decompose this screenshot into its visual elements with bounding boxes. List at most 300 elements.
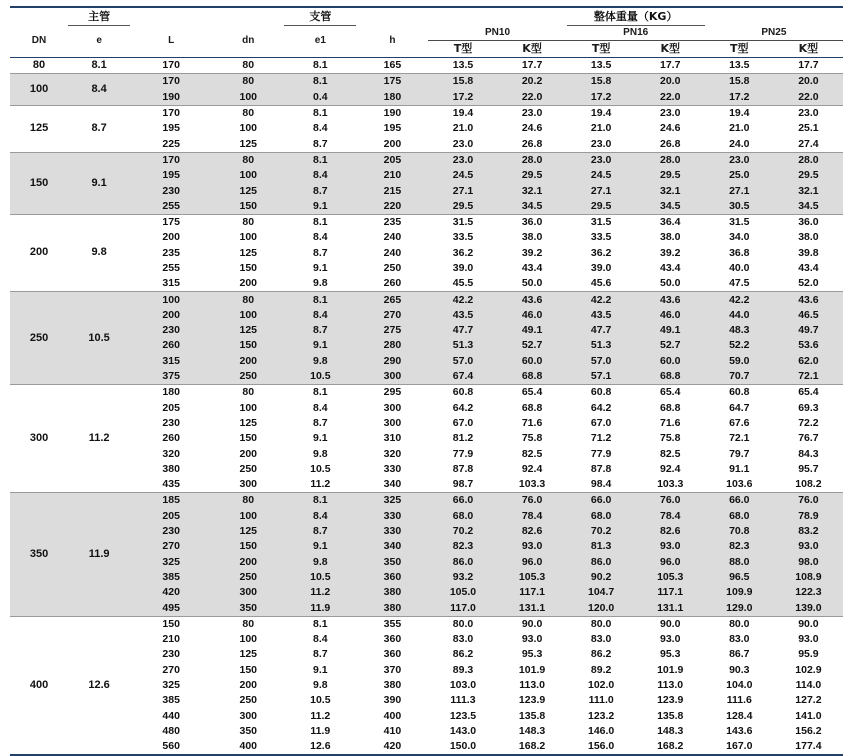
cell-pn25-t: 83.0 (705, 632, 774, 647)
cell-dn: 80 (10, 58, 68, 74)
cell-pn16-t: 33.5 (567, 230, 636, 245)
table-row (10, 230, 843, 245)
cell-pn10-t: 93.2 (428, 570, 497, 585)
header-spacer-w6 (774, 7, 843, 26)
cell-pn10-t: 19.4 (428, 105, 497, 121)
cell-e1: 8.4 (284, 121, 356, 136)
header-col-l: L (130, 26, 212, 58)
cell-h: 190 (356, 105, 428, 121)
cell-pn10-k: 113.0 (498, 678, 567, 693)
cell-e1: 8.4 (284, 632, 356, 647)
cell-pn25-k: 156.2 (774, 724, 843, 739)
cell-pn10-k: 36.0 (498, 214, 567, 230)
cell-L: 235 (130, 246, 212, 261)
cell-e1: 9.8 (284, 678, 356, 693)
cell-pn16-t: 17.2 (567, 90, 636, 105)
cell-pn10-k: 82.5 (498, 446, 567, 461)
cell-dn: 125 (212, 647, 284, 662)
cell-dn: 200 (212, 276, 284, 291)
cell-pn16-t: 13.5 (567, 58, 636, 74)
table-row (10, 385, 843, 401)
cell-pn25-k: 20.0 (774, 74, 843, 90)
cell-pn25-t: 34.0 (705, 230, 774, 245)
header-group-weight: 整体重量（KG） (567, 7, 705, 26)
cell-pn16-t: 156.0 (567, 739, 636, 754)
cell-pn16-t: 31.5 (567, 214, 636, 230)
cell-pn25-k: 36.0 (774, 214, 843, 230)
cell-h: 300 (356, 416, 428, 431)
table-row (10, 585, 843, 600)
cell-pn10-k: 117.1 (498, 585, 567, 600)
cell-e1: 11.2 (284, 708, 356, 723)
cell-h: 380 (356, 600, 428, 615)
cell-h: 380 (356, 678, 428, 693)
cell-e1: 8.4 (284, 509, 356, 524)
cell-pn10-k: 26.8 (498, 136, 567, 151)
header-pn16: PN16 (567, 26, 705, 41)
cell-pn10-k: 34.5 (498, 199, 567, 214)
cell-L: 560 (130, 739, 212, 754)
cell-pn10-k: 95.3 (498, 647, 567, 662)
cell-pn25-t: 70.7 (705, 369, 774, 384)
cell-pn10-t: 70.2 (428, 524, 497, 539)
table-row (10, 693, 843, 708)
cell-pn25-k: 139.0 (774, 600, 843, 615)
cell-h: 180 (356, 90, 428, 105)
cell-dn: 100 (212, 90, 284, 105)
cell-L: 230 (130, 647, 212, 662)
cell-pn25-t: 66.0 (705, 493, 774, 509)
cell-pn10-k: 135.8 (498, 708, 567, 723)
header-spacer-h (356, 7, 428, 26)
table-row (10, 570, 843, 585)
cell-L: 170 (130, 105, 212, 121)
cell-pn10-t: 150.0 (428, 739, 497, 754)
header-pressure-row (10, 26, 843, 41)
cell-dn: 100 (10, 74, 68, 105)
cell-pn16-k: 29.5 (636, 168, 705, 183)
cell-pn25-t: 79.7 (705, 446, 774, 461)
cell-pn16-k: 135.8 (636, 708, 705, 723)
cell-e1: 12.6 (284, 739, 356, 754)
cell-e: 9.1 (68, 152, 130, 214)
cell-pn25-k: 65.4 (774, 385, 843, 401)
cell-e1: 10.5 (284, 570, 356, 585)
cell-pn10-k: 131.1 (498, 600, 567, 615)
cell-L: 180 (130, 385, 212, 401)
cell-L: 200 (130, 308, 212, 323)
cell-e: 11.2 (68, 385, 130, 493)
table-row (10, 90, 843, 105)
header-spacer-w2 (498, 7, 567, 26)
cell-pn16-k: 95.3 (636, 647, 705, 662)
cell-dn: 80 (212, 385, 284, 401)
table-row (10, 632, 843, 647)
cell-e1: 8.1 (284, 214, 356, 230)
cell-e1: 8.4 (284, 230, 356, 245)
cell-e1: 10.5 (284, 693, 356, 708)
cell-pn16-k: 36.4 (636, 214, 705, 230)
cell-pn25-t: 103.6 (705, 477, 774, 492)
cell-pn25-k: 76.0 (774, 493, 843, 509)
cell-pn16-t: 29.5 (567, 199, 636, 214)
cell-pn25-k: 22.0 (774, 90, 843, 105)
cell-pn25-k: 93.0 (774, 539, 843, 554)
cell-pn10-t: 17.2 (428, 90, 497, 105)
cell-pn25-t: 52.2 (705, 338, 774, 353)
cell-e1: 11.2 (284, 477, 356, 492)
cell-pn16-k: 65.4 (636, 385, 705, 401)
cell-pn10-t: 77.9 (428, 446, 497, 461)
cell-pn25-t: 25.0 (705, 168, 774, 183)
cell-e1: 10.5 (284, 369, 356, 384)
cell-pn10-t: 31.5 (428, 214, 497, 230)
cell-pn10-k: 76.0 (498, 493, 567, 509)
cell-L: 230 (130, 524, 212, 539)
cell-pn16-k: 43.4 (636, 261, 705, 276)
cell-pn25-k: 34.5 (774, 199, 843, 214)
cell-pn25-t: 70.8 (705, 524, 774, 539)
cell-pn10-k: 23.0 (498, 105, 567, 121)
cell-pn10-t: 86.0 (428, 555, 497, 570)
cell-L: 420 (130, 585, 212, 600)
cell-pn25-k: 62.0 (774, 354, 843, 369)
cell-L: 255 (130, 261, 212, 276)
cell-pn25-t: 128.4 (705, 708, 774, 723)
cell-L: 170 (130, 152, 212, 168)
cell-pn16-t: 120.0 (567, 600, 636, 615)
cell-pn16-k: 105.3 (636, 570, 705, 585)
cell-pn25-k: 25.1 (774, 121, 843, 136)
cell-pn16-t: 36.2 (567, 246, 636, 261)
cell-pn25-k: 49.7 (774, 323, 843, 338)
cell-dn: 100 (212, 632, 284, 647)
cell-pn25-t: 21.0 (705, 121, 774, 136)
table-row (10, 308, 843, 323)
cell-pn16-k: 96.0 (636, 555, 705, 570)
cell-L: 190 (130, 90, 212, 105)
table-bottom-rule (10, 754, 843, 755)
cell-pn10-k: 22.0 (498, 90, 567, 105)
cell-pn16-k: 24.6 (636, 121, 705, 136)
cell-L: 270 (130, 663, 212, 678)
cell-pn16-k: 46.0 (636, 308, 705, 323)
cell-h: 370 (356, 663, 428, 678)
cell-pn16-k: 148.3 (636, 724, 705, 739)
header-pn10: PN10 (428, 26, 566, 41)
cell-pn10-t: 39.0 (428, 261, 497, 276)
cell-L: 385 (130, 570, 212, 585)
cell-dn: 350 (212, 600, 284, 615)
cell-dn: 250 (10, 292, 68, 384)
cell-e: 8.4 (68, 74, 130, 105)
cell-pn16-k: 113.0 (636, 678, 705, 693)
cell-pn16-t: 43.5 (567, 308, 636, 323)
cell-pn10-t: 21.0 (428, 121, 497, 136)
pipe-fitting-spec-table (10, 6, 843, 756)
cell-h: 215 (356, 183, 428, 198)
cell-h: 360 (356, 632, 428, 647)
cell-L: 380 (130, 462, 212, 477)
cell-pn10-t: 89.3 (428, 663, 497, 678)
cell-pn16-t: 51.3 (567, 338, 636, 353)
cell-L: 495 (130, 600, 212, 615)
cell-pn16-k: 39.2 (636, 246, 705, 261)
cell-pn25-k: 72.1 (774, 369, 843, 384)
cell-h: 320 (356, 446, 428, 461)
cell-dn: 80 (212, 74, 284, 90)
cell-pn25-k: 114.0 (774, 678, 843, 693)
cell-h: 410 (356, 724, 428, 739)
cell-dn: 150 (212, 431, 284, 446)
cell-pn10-k: 78.4 (498, 509, 567, 524)
cell-pn16-t: 42.2 (567, 292, 636, 308)
cell-h: 210 (356, 168, 428, 183)
cell-pn16-k: 28.0 (636, 152, 705, 168)
cell-h: 325 (356, 493, 428, 509)
cell-h: 330 (356, 509, 428, 524)
cell-pn25-k: 122.3 (774, 585, 843, 600)
cell-L: 170 (130, 58, 212, 74)
cell-pn10-k: 38.0 (498, 230, 567, 245)
table-row (10, 168, 843, 183)
table-row (10, 214, 843, 230)
cell-h: 235 (356, 214, 428, 230)
cell-pn10-t: 123.5 (428, 708, 497, 723)
cell-dn: 250 (212, 570, 284, 585)
cell-pn10-t: 82.3 (428, 539, 497, 554)
cell-L: 185 (130, 493, 212, 509)
cell-pn16-t: 60.8 (567, 385, 636, 401)
cell-dn: 100 (212, 308, 284, 323)
cell-pn16-t: 77.9 (567, 446, 636, 461)
cell-dn: 200 (212, 678, 284, 693)
cell-e1: 8.1 (284, 292, 356, 308)
cell-pn10-t: 42.2 (428, 292, 497, 308)
cell-pn16-k: 93.0 (636, 539, 705, 554)
cell-dn: 150 (212, 539, 284, 554)
cell-h: 420 (356, 739, 428, 754)
cell-pn10-t: 43.5 (428, 308, 497, 323)
cell-h: 360 (356, 570, 428, 585)
cell-pn25-k: 95.9 (774, 647, 843, 662)
header-pn10-t: T型 (428, 41, 497, 58)
cell-pn16-k: 32.1 (636, 183, 705, 198)
cell-pn16-k: 52.7 (636, 338, 705, 353)
cell-pn16-t: 24.5 (567, 168, 636, 183)
cell-h: 295 (356, 385, 428, 401)
cell-dn: 250 (212, 369, 284, 384)
cell-h: 260 (356, 276, 428, 291)
cell-pn25-t: 67.6 (705, 416, 774, 431)
cell-pn10-k: 24.6 (498, 121, 567, 136)
cell-pn16-k: 101.9 (636, 663, 705, 678)
cell-dn: 150 (10, 152, 68, 214)
cell-pn10-k: 75.8 (498, 431, 567, 446)
cell-pn16-t: 98.4 (567, 477, 636, 492)
header-pn25: PN25 (705, 26, 843, 41)
cell-pn16-t: 19.4 (567, 105, 636, 121)
cell-pn25-k: 43.6 (774, 292, 843, 308)
cell-pn25-t: 68.0 (705, 509, 774, 524)
header-group-main: 主管 (68, 7, 130, 26)
cell-pn25-k: 93.0 (774, 632, 843, 647)
cell-pn10-k: 43.6 (498, 292, 567, 308)
cell-pn25-t: 91.1 (705, 462, 774, 477)
cell-pn25-t: 15.8 (705, 74, 774, 90)
cell-pn10-t: 111.3 (428, 693, 497, 708)
cell-pn16-t: 81.3 (567, 539, 636, 554)
cell-pn10-t: 98.7 (428, 477, 497, 492)
cell-pn16-t: 66.0 (567, 493, 636, 509)
table-row (10, 539, 843, 554)
cell-dn: 400 (212, 739, 284, 754)
cell-pn25-t: 24.0 (705, 136, 774, 151)
cell-h: 330 (356, 462, 428, 477)
cell-dn: 250 (212, 693, 284, 708)
cell-dn: 150 (212, 199, 284, 214)
cell-pn25-t: 129.0 (705, 600, 774, 615)
cell-e1: 8.1 (284, 58, 356, 74)
cell-h: 205 (356, 152, 428, 168)
cell-pn10-k: 39.2 (498, 246, 567, 261)
table-row (10, 509, 843, 524)
table-row (10, 246, 843, 261)
cell-dn: 300 (212, 708, 284, 723)
cell-pn10-t: 67.4 (428, 369, 497, 384)
cell-pn16-k: 49.1 (636, 323, 705, 338)
cell-pn25-t: 19.4 (705, 105, 774, 121)
cell-pn25-t: 59.0 (705, 354, 774, 369)
table-row (10, 647, 843, 662)
cell-dn: 125 (212, 246, 284, 261)
table-row (10, 323, 843, 338)
cell-dn: 200 (212, 354, 284, 369)
table-row (10, 121, 843, 136)
header-pn10-k: K型 (498, 41, 567, 58)
cell-pn16-k: 123.9 (636, 693, 705, 708)
cell-pn25-t: 42.2 (705, 292, 774, 308)
cell-dn: 350 (10, 493, 68, 616)
header-col-e: e (68, 26, 130, 58)
cell-pn25-t: 60.8 (705, 385, 774, 401)
table-row (10, 199, 843, 214)
cell-pn10-k: 68.8 (498, 401, 567, 416)
cell-pn10-t: 36.2 (428, 246, 497, 261)
cell-pn16-k: 43.6 (636, 292, 705, 308)
cell-h: 340 (356, 477, 428, 492)
cell-pn25-t: 72.1 (705, 431, 774, 446)
cell-e1: 8.1 (284, 105, 356, 121)
cell-pn25-t: 47.5 (705, 276, 774, 291)
cell-dn: 300 (212, 477, 284, 492)
cell-h: 350 (356, 555, 428, 570)
header-col-dn-branch: dn (212, 26, 284, 58)
cell-h: 280 (356, 338, 428, 353)
cell-pn16-k: 23.0 (636, 105, 705, 121)
cell-pn16-t: 23.0 (567, 136, 636, 151)
cell-pn25-t: 82.3 (705, 539, 774, 554)
cell-e1: 9.8 (284, 446, 356, 461)
cell-pn25-t: 104.0 (705, 678, 774, 693)
table-row (10, 462, 843, 477)
cell-pn10-t: 60.8 (428, 385, 497, 401)
cell-e1: 8.7 (284, 524, 356, 539)
cell-pn10-k: 168.2 (498, 739, 567, 754)
cell-pn25-k: 69.3 (774, 401, 843, 416)
cell-e1: 9.1 (284, 261, 356, 276)
table-row (10, 416, 843, 431)
cell-L: 100 (130, 292, 212, 308)
cell-pn25-t: 13.5 (705, 58, 774, 74)
cell-pn10-t: 15.8 (428, 74, 497, 90)
cell-pn10-k: 90.0 (498, 616, 567, 632)
cell-pn25-t: 31.5 (705, 214, 774, 230)
table-header (10, 7, 843, 58)
header-spacer-l (130, 7, 212, 26)
table-row (10, 600, 843, 615)
cell-pn10-k: 50.0 (498, 276, 567, 291)
cell-pn10-k: 49.1 (498, 323, 567, 338)
cell-h: 310 (356, 431, 428, 446)
cell-pn16-k: 26.8 (636, 136, 705, 151)
table-row (10, 739, 843, 754)
header-group-row (10, 7, 843, 26)
cell-e1: 8.1 (284, 385, 356, 401)
cell-e1: 8.1 (284, 74, 356, 90)
cell-e: 8.1 (68, 58, 130, 74)
cell-pn25-t: 64.7 (705, 401, 774, 416)
table-row (10, 152, 843, 168)
header-group-branch: 支管 (284, 7, 356, 26)
cell-pn10-t: 66.0 (428, 493, 497, 509)
cell-pn25-k: 23.0 (774, 105, 843, 121)
cell-pn25-t: 48.3 (705, 323, 774, 338)
table-row (10, 446, 843, 461)
cell-pn25-t: 109.9 (705, 585, 774, 600)
cell-pn25-t: 90.3 (705, 663, 774, 678)
cell-pn10-t: 13.5 (428, 58, 497, 74)
cell-pn16-k: 68.8 (636, 369, 705, 384)
cell-pn10-k: 101.9 (498, 663, 567, 678)
cell-h: 340 (356, 539, 428, 554)
cell-dn: 125 (10, 105, 68, 151)
cell-L: 170 (130, 74, 212, 90)
cell-pn25-k: 102.9 (774, 663, 843, 678)
cell-pn16-k: 131.1 (636, 600, 705, 615)
cell-h: 400 (356, 708, 428, 723)
cell-dn: 125 (212, 183, 284, 198)
cell-pn10-t: 87.8 (428, 462, 497, 477)
cell-e1: 8.7 (284, 136, 356, 151)
cell-pn16-t: 57.0 (567, 354, 636, 369)
cell-pn25-k: 29.5 (774, 168, 843, 183)
cell-h: 265 (356, 292, 428, 308)
cell-L: 480 (130, 724, 212, 739)
cell-pn16-t: 89.2 (567, 663, 636, 678)
header-spacer-w1 (428, 7, 497, 26)
cell-pn16-k: 76.0 (636, 493, 705, 509)
cell-pn16-k: 117.1 (636, 585, 705, 600)
cell-e1: 8.7 (284, 416, 356, 431)
cell-pn10-k: 60.0 (498, 354, 567, 369)
cell-pn16-k: 50.0 (636, 276, 705, 291)
cell-dn: 250 (212, 462, 284, 477)
cell-pn25-t: 27.1 (705, 183, 774, 198)
header-pn25-k: K型 (774, 41, 843, 58)
cell-pn16-t: 67.0 (567, 416, 636, 431)
header-col-e1: e1 (284, 26, 356, 58)
